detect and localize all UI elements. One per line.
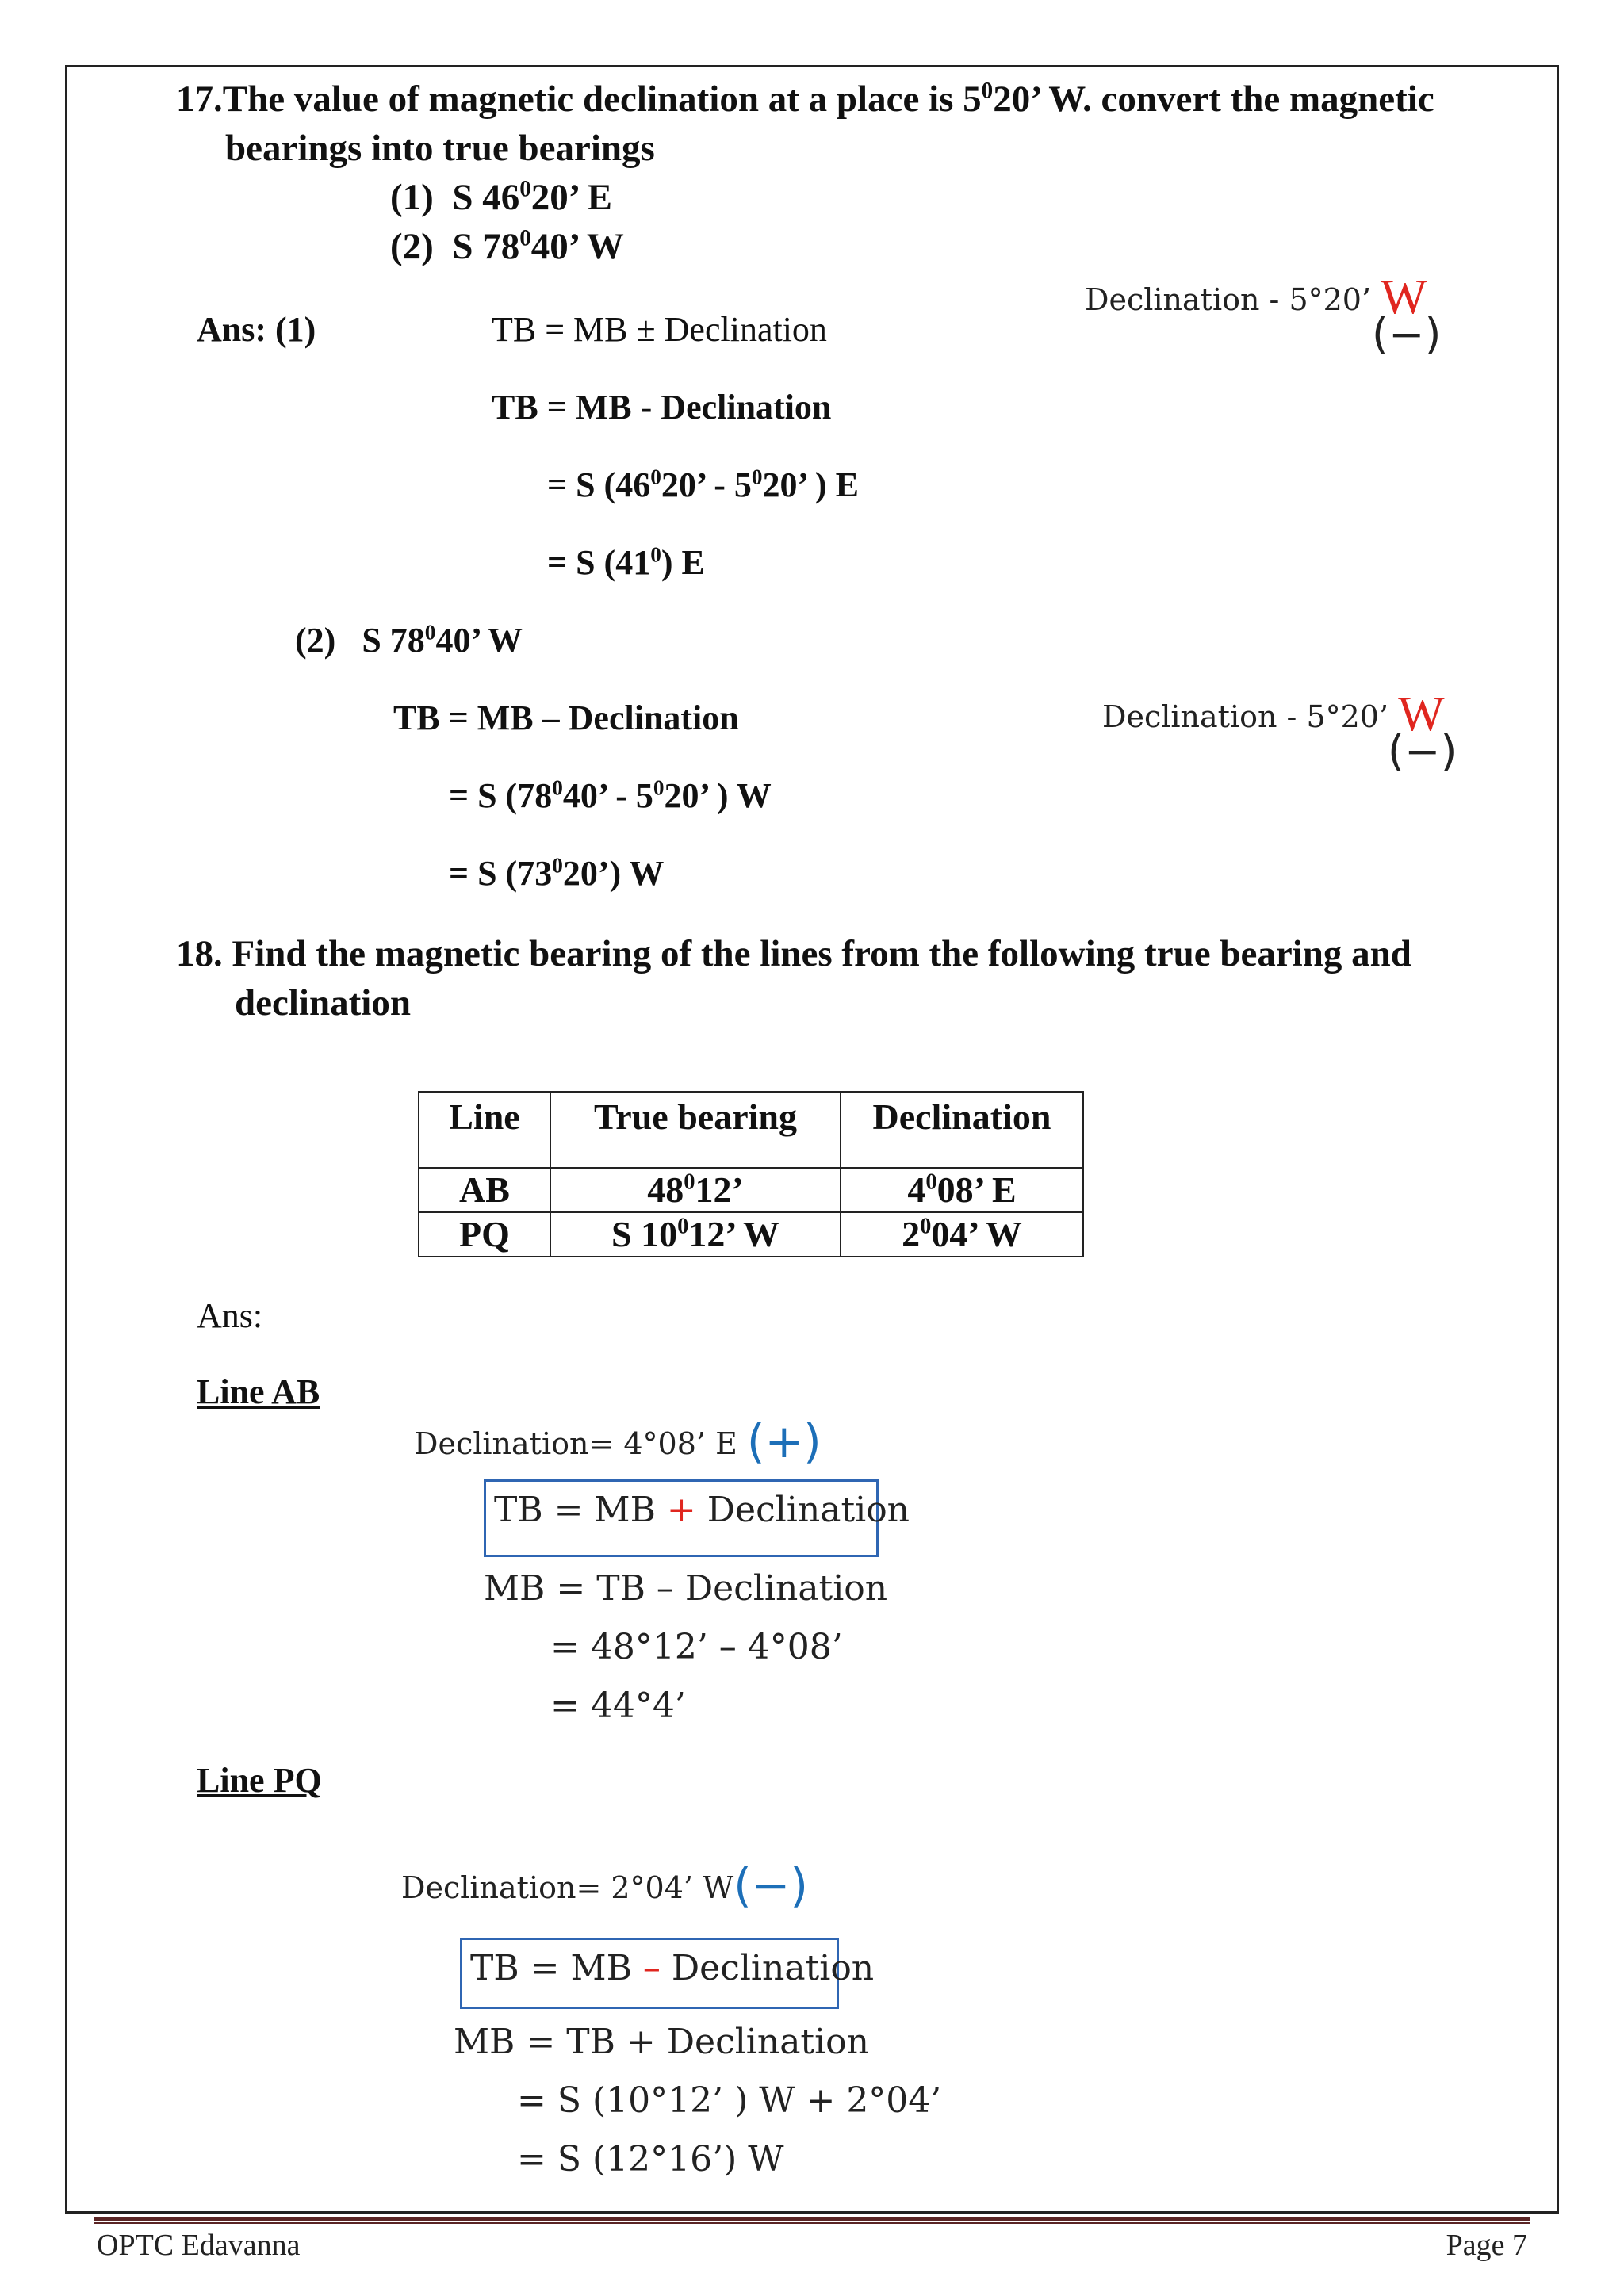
table-cell: AB <box>419 1168 550 1212</box>
page-number: Page 7 <box>1446 2229 1527 2262</box>
declination-note-1: Declination - 5°20’ W <box>1085 270 1427 324</box>
pq-declination: Declination= 2°04’ W(−) <box>401 1858 808 1912</box>
table-cell: PQ <box>419 1212 550 1257</box>
ans2-bearing: (2) S $78^040$’ W <box>295 620 523 660</box>
table-row <box>419 1212 1083 1257</box>
q17-item1: (1) S $46^020$’ E <box>390 176 613 218</box>
pq-step3: = S (12°16’) W <box>517 2139 784 2179</box>
minus-sign-2: (−) <box>1388 726 1457 776</box>
declination-note-2: Declination - 5°20’ W <box>1102 687 1445 741</box>
ans1-step1: = S ($46^020$’ - $5^020$’ ) E <box>547 465 859 504</box>
table-header: Line <box>419 1092 550 1168</box>
footer-rule-thin <box>94 2222 1530 2224</box>
pq-step1: MB = TB + Declination <box>454 2022 870 2062</box>
ab-step1: MB = TB – Declination <box>484 1568 888 1609</box>
footer-rule <box>94 2217 1530 2221</box>
ans1-label: Ans: (1) <box>197 310 316 349</box>
ab-formula-box: TB = MB + Declination <box>484 1479 879 1557</box>
ans2-step2: = S $(73^020’)$ W <box>449 853 665 893</box>
line-ab-heading: Line AB <box>197 1372 320 1411</box>
bearing-table <box>418 1091 1084 1257</box>
q18-line1: 18. Find the magnetic bearing of the lines from the following true bearing and <box>176 933 1411 974</box>
pq-formula-box: TB = MB – Declination <box>460 1938 839 2009</box>
ab-step2: = 48°12’ – 4°08’ <box>550 1627 843 1667</box>
ab-declination: Declination= 4°08’ E (+) <box>414 1414 822 1468</box>
table-cell: $2^004$’ W <box>841 1212 1083 1257</box>
table-header: True bearing <box>550 1092 841 1168</box>
table-row <box>419 1168 1083 1212</box>
table-cell: $4^008$’ E <box>841 1168 1083 1212</box>
table-cell: $48^012$’ <box>550 1168 841 1212</box>
line-pq-heading: Line PQ <box>197 1761 322 1800</box>
ans1-formula-general: TB = MB ± Declination <box>492 310 827 349</box>
q17-line1: 17.The value of magnetic declination at a place is $5^020$’ W. convert the magnetic <box>176 78 1434 120</box>
table-header-row <box>419 1092 1083 1168</box>
q17-line2: bearings into true bearings <box>225 128 655 169</box>
ans2-step1: = S ($78^040$’ - $5^020$’ ) W <box>449 775 772 815</box>
minus-sign-1: (−) <box>1372 309 1442 359</box>
table-cell: S $10^012$’ W <box>550 1212 841 1257</box>
ans2-formula: TB = MB – Declination <box>393 698 739 737</box>
ans1-step2: = S $(41^0)$ E <box>547 542 705 582</box>
ans18-label: Ans: <box>197 1296 263 1335</box>
pq-step2: = S (10°12’ ) W + 2°04’ <box>517 2080 942 2121</box>
q17-item2: (2) S $78^040$’ W <box>390 225 624 267</box>
ab-step3: = 44°4’ <box>550 1686 686 1726</box>
table-header: Declination <box>841 1092 1083 1168</box>
q18-line2: declination <box>235 982 411 1024</box>
footer-left: OPTC Edavanna <box>97 2229 301 2262</box>
ans1-formula: TB = MB - Declination <box>492 388 832 427</box>
